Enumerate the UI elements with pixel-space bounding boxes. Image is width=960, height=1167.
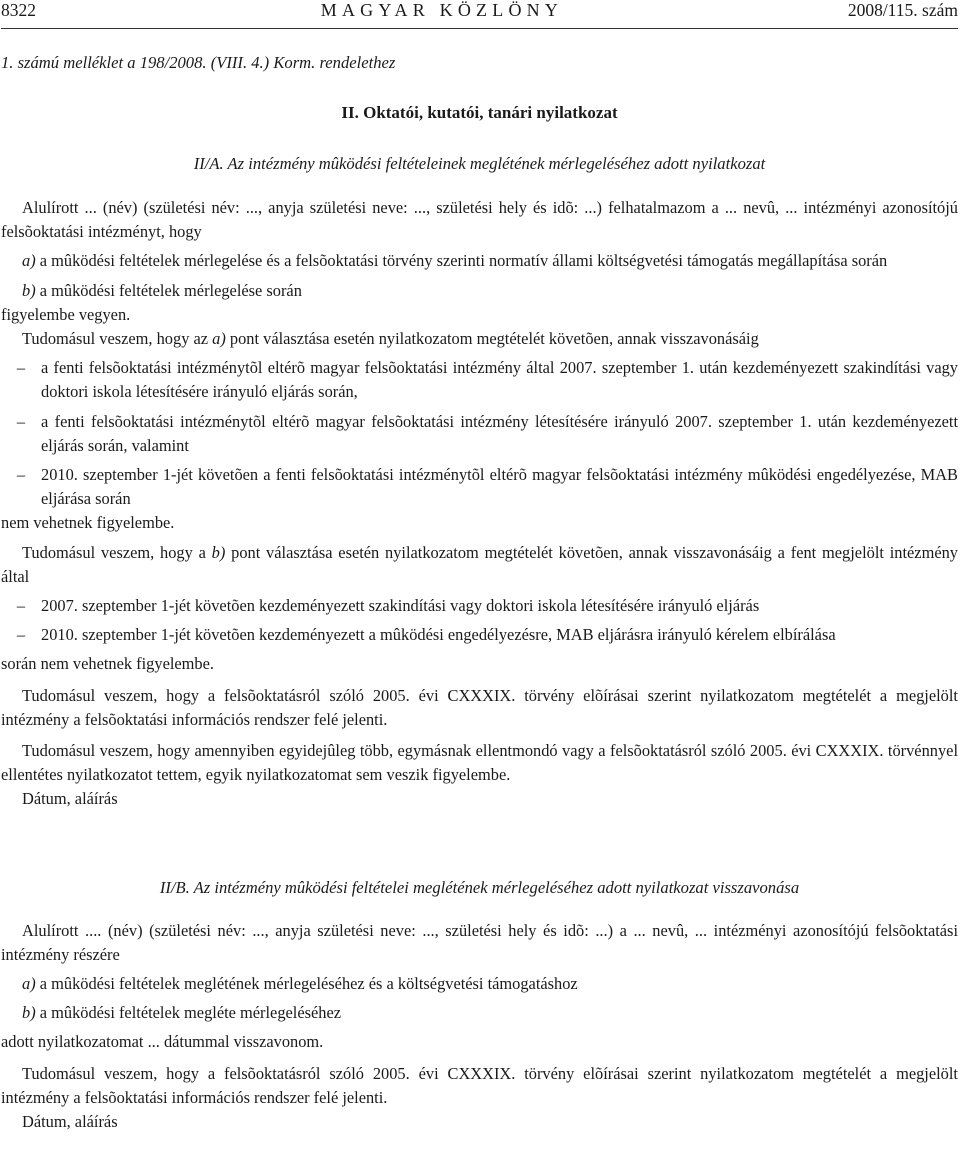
page-header (1, 0, 958, 28)
dash-text: 2010. szeptember 1-jét követõen a fenti felsõoktatási intézménytõl eltérõ magyar felsõoktatási intézmény mûködési engedélyezése, MAB eljárása során (41, 465, 958, 509)
item-text: a mûködési feltételek mérlegelése és a felsõoktatási törvény szerinti normatív állami költségvetési támogatás megállapítása során (39, 251, 888, 271)
annex-title: 1. számú melléklet a 198/2008. (VIII. 4.) Korm. rendelethez (1, 53, 396, 72)
part-a-item-b (1, 279, 958, 303)
dash-text: 2010. szeptember 1-jét követõen kezdeményezett a mûködési engedélyezésre, MAB eljárásra irányuló kérelem elbírálása (41, 625, 836, 645)
part-a-intro: Alulírott ... (név) (születési név: ..., anyja születési neve: ..., születési hely és idõ: ...) felhatalmazom a ... nevû, ... intézményi azonosítójú felsõoktatási intézményt, hogy (1, 198, 958, 242)
dash-mark: – (16, 596, 26, 616)
part-a-consider: figyelembe vegyen. (1, 304, 131, 324)
part-b-signature: Dátum, aláírás (22, 1112, 118, 1132)
ack-text-post: pont választása esetén nyilatkozatom megtételét követõen, annak visszavonásáig (225, 329, 759, 349)
part-b-intro: Alulírott .... (név) (születési név: ..., anyja születési neve: ..., születési hely és idõ: ...) a ... nevû, ... intézményi azonosítójú felsõoktatási intézmény részére (1, 920, 958, 964)
ack-letter: a) (212, 329, 226, 349)
dash-text: a fenti felsõoktatási intézménytõl eltérõ magyar felsõoktatási intézmény által 2007. szeptember 1. után kezdeményezett szakindítási vagy doktori iskola létesítésére irányuló eljárás során, (41, 358, 958, 402)
part-a-b-dash-2 (1, 623, 958, 647)
part-a-dash-2 (1, 410, 958, 458)
dash-text: 2007. szeptember 1-jét követõen kezdeményezett szakindítási vagy doktori iskola létesítésére irányuló eljárás (41, 596, 760, 616)
dash-mark: – (16, 358, 26, 378)
ack-letter: b) (211, 542, 226, 562)
dash-text: a fenti felsõoktatási intézménytõl eltérõ magyar felsõoktatási intézmény létesítésére irányuló 2007. szeptember 1. után kezdeményezett eljárás során, valamint (41, 411, 958, 455)
part-a-ack-2 (1, 541, 958, 589)
part-a-dash-1 (1, 356, 958, 404)
part-a-ack-3: Tudomásul veszem, hogy a felsõoktatásról szóló 2005. évi CXXXIX. törvény elõírásai szerint nyilatkozatom megtételét a megjelölt intézmény a felsõoktatási információs rendszer felé jelenti. (1, 685, 958, 729)
part-a-dash-3 (1, 463, 958, 511)
part-a-not-considered: nem vehetnek figyelembe. (1, 513, 175, 533)
part-a-ack-4: Tudomásul veszem, hogy amennyiben egyidejûleg több, egymásnak ellentmondó vagy a felsõoktatásról szóló 2005. évi CXXXIX. törvénnyel ellentétes nyilatkozatot tettem, egyik nyilatkozatomat sem veszik figyelembe. (1, 741, 958, 785)
part-a-item-a (1, 249, 958, 273)
section-title: II. Oktatói, kutatói, tanári nyilatkozat (341, 103, 618, 122)
part-b-item-a (1, 972, 958, 996)
ack-text-post: pont választása esetén nyilatkozatom megtételét követõen, annak visszavonásáig a fent megjelölt intézmény által (1, 542, 958, 586)
part-b-item-b (1, 1001, 958, 1025)
part-a-ack-1 (1, 327, 958, 351)
item-letter: a) (22, 251, 36, 271)
item-text: a mûködési feltételek megléte mérlegeléséhez (39, 1003, 342, 1023)
part-b-ack: Tudomásul veszem, hogy a felsõoktatásról szóló 2005. évi CXXXIX. törvény elõírásai szerint nyilatkozatom megtételét a megjelölt intézmény a felsõoktatási információs rendszer felé jelenti. (1, 1063, 958, 1107)
part-a-signature: Dátum, aláírás (22, 789, 118, 809)
ack-text-pre: Tudomásul veszem, hogy a (22, 542, 212, 562)
dash-mark: – (16, 465, 26, 485)
dash-mark: – (16, 411, 26, 431)
ack-text-pre: Tudomásul veszem, hogy az (22, 329, 213, 349)
journal-title: MAGYAR KÖZLÖNY (320, 0, 564, 20)
item-text: a mûködési feltételek mérlegelése során (39, 280, 302, 300)
part-a-b-after: során nem vehetnek figyelembe. (1, 654, 214, 674)
part-a-b-dash-1 (1, 594, 958, 618)
part-a-title: II/A. Az intézmény mûködési feltételeinek meglétének mérlegeléséhez adott nyilatkozat (193, 154, 766, 173)
item-text: a mûködési feltételek meglétének mérlegeléséhez és a költségvetési támogatáshoz (39, 974, 578, 994)
part-b-revoke: adott nyilatkozatomat ... dátummal visszavonom. (1, 1032, 324, 1052)
item-letter: a) (22, 974, 36, 994)
item-letter: b) (22, 1003, 36, 1023)
header-rule (1, 28, 958, 29)
page-number: 8322 (1, 0, 36, 20)
item-letter: b) (22, 280, 36, 300)
dash-mark: – (16, 625, 26, 645)
issue-number: 2008/115. szám (847, 0, 958, 20)
part-b-title: II/B. Az intézmény mûködési feltételei meglétének mérlegeléséhez adott nyilatkozat visszavonása (159, 877, 800, 897)
